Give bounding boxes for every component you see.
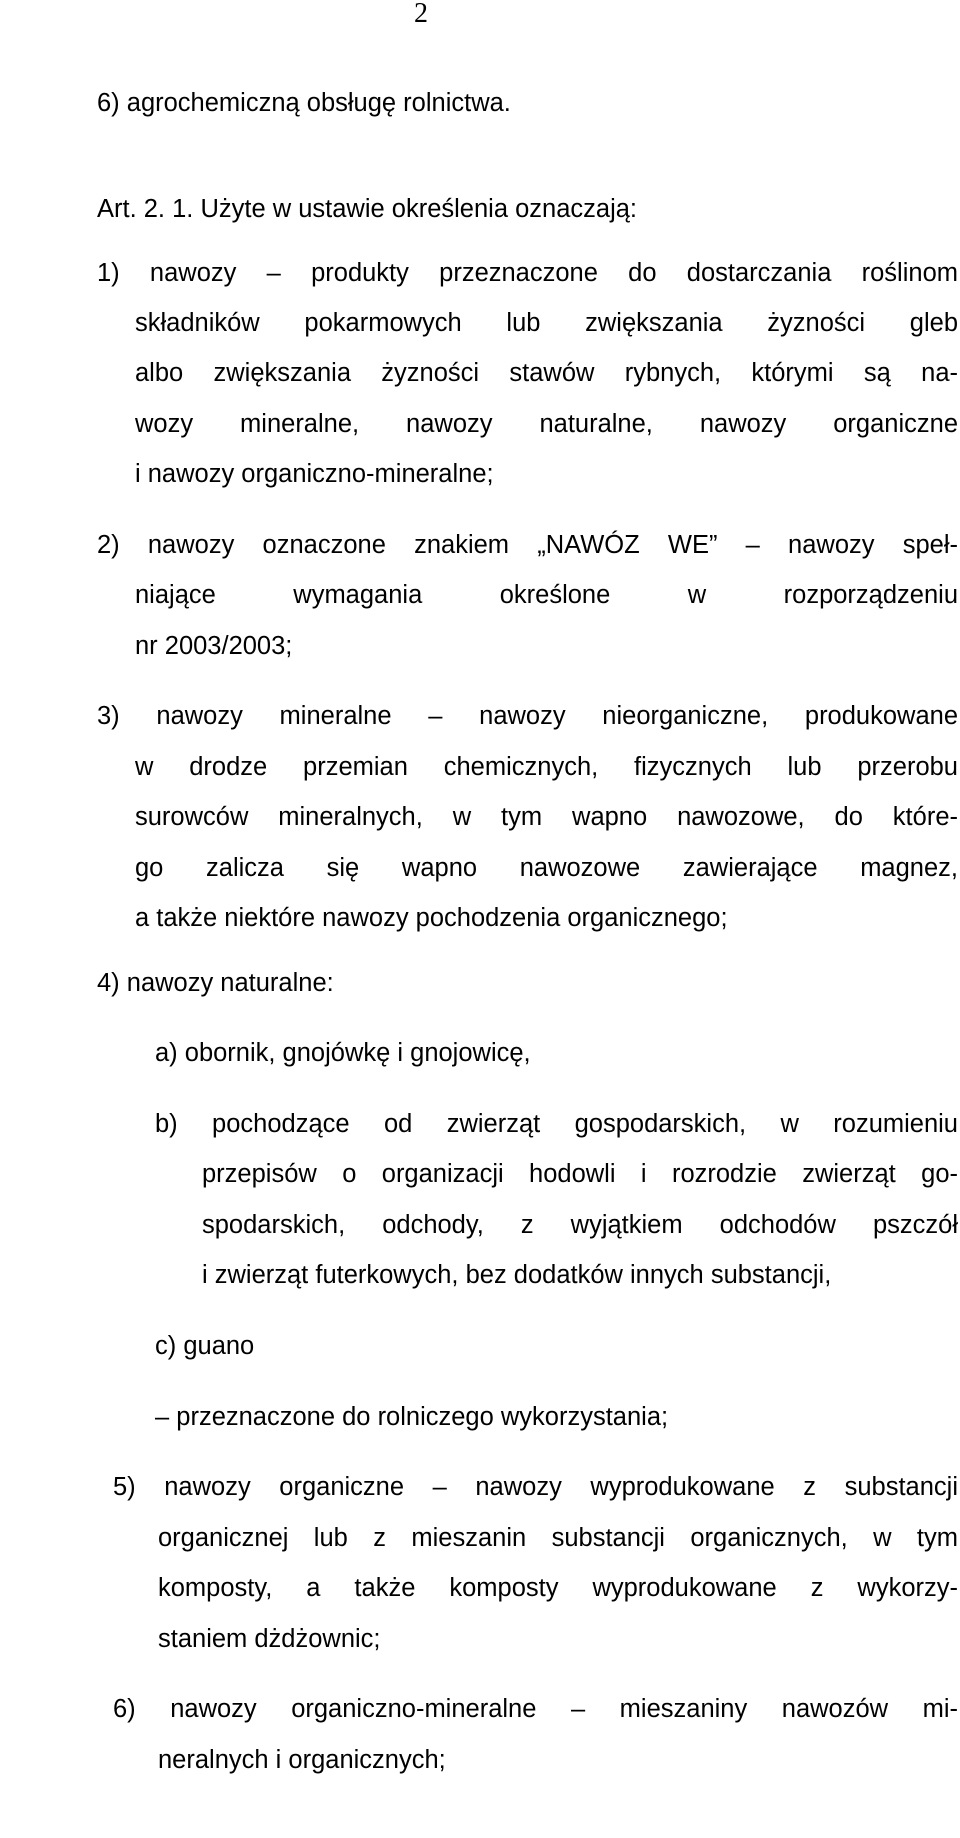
def4-item-b-line4: i zwierząt futerkowych, bez dodatków innych substancji,: [202, 1261, 832, 1289]
def4-tail: – przeznaczone do rolniczego wykorzystania;: [155, 1403, 669, 1431]
def4-item-a: a) obornik, gnojówkę i gnojowicę,: [155, 1039, 531, 1067]
intro-line: 6) agrochemiczną obsługę rolnictwa.: [97, 89, 511, 117]
def1-line2: składników pokarmowych lub zwiększania żyzności gleb: [135, 309, 958, 337]
def2-line3: nr 2003/2003;: [135, 632, 293, 660]
def1-line1: 1) nawozy – produkty przeznaczone do dostarczania roślinom: [97, 259, 958, 287]
def5-line3: komposty, a także komposty wyprodukowane z wykorzy-: [158, 1574, 958, 1602]
def5-line2: organicznej lub z mieszanin substancji organicznych, w tym: [158, 1524, 958, 1552]
def4-item-b-line3: spodarskich, odchody, z wyjątkiem odchodów pszczół: [202, 1211, 958, 1239]
def4-item-c: c) guano: [155, 1332, 255, 1360]
def6-line2: neralnych i organicznych;: [158, 1746, 446, 1774]
def3-line3: surowców mineralnych, w tym wapno nawozowe, do które-: [135, 803, 958, 831]
article-heading: Art. 2. 1. Użyte w ustawie określenia oznaczają:: [97, 195, 637, 223]
def3-line1: 3) nawozy mineralne – nawozy nieorganiczne, produkowane: [97, 702, 958, 730]
def1-line3: albo zwiększania żyzności stawów rybnych, którymi są na-: [135, 359, 958, 387]
def3-line4: go zalicza się wapno nawozowe zawierające magnez,: [135, 854, 958, 882]
def3-line5: a także niektóre nawozy pochodzenia organicznego;: [135, 904, 728, 932]
def1-line5: i nawozy organiczno-mineralne;: [135, 460, 494, 488]
def3-line2: w drodze przemian chemicznych, fizycznych lub przerobu: [135, 753, 958, 781]
def5-line4: staniem dżdżownic;: [158, 1625, 381, 1653]
def4-item-b-line2: przepisów o organizacji hodowli i rozrodzie zwierząt go-: [202, 1160, 958, 1188]
def4-item-b-line1: b) pochodzące od zwierząt gospodarskich, w rozumieniu: [155, 1110, 958, 1138]
def2-line1: 2) nawozy oznaczone znakiem „NAWÓZ WE” – nawozy speł-: [97, 531, 958, 559]
page-number: 2: [414, 0, 428, 29]
def6-line1: 6) nawozy organiczno-mineralne – mieszaniny nawozów mi-: [113, 1695, 958, 1723]
def5-line1: 5) nawozy organiczne – nawozy wyprodukowane z substancji: [113, 1473, 958, 1501]
def1-line4: wozy mineralne, nawozy naturalne, nawozy organiczne: [135, 410, 958, 438]
def4-line1: 4) nawozy naturalne:: [97, 969, 334, 997]
def2-line2: niające wymagania określone w rozporządzeniu: [135, 581, 958, 609]
